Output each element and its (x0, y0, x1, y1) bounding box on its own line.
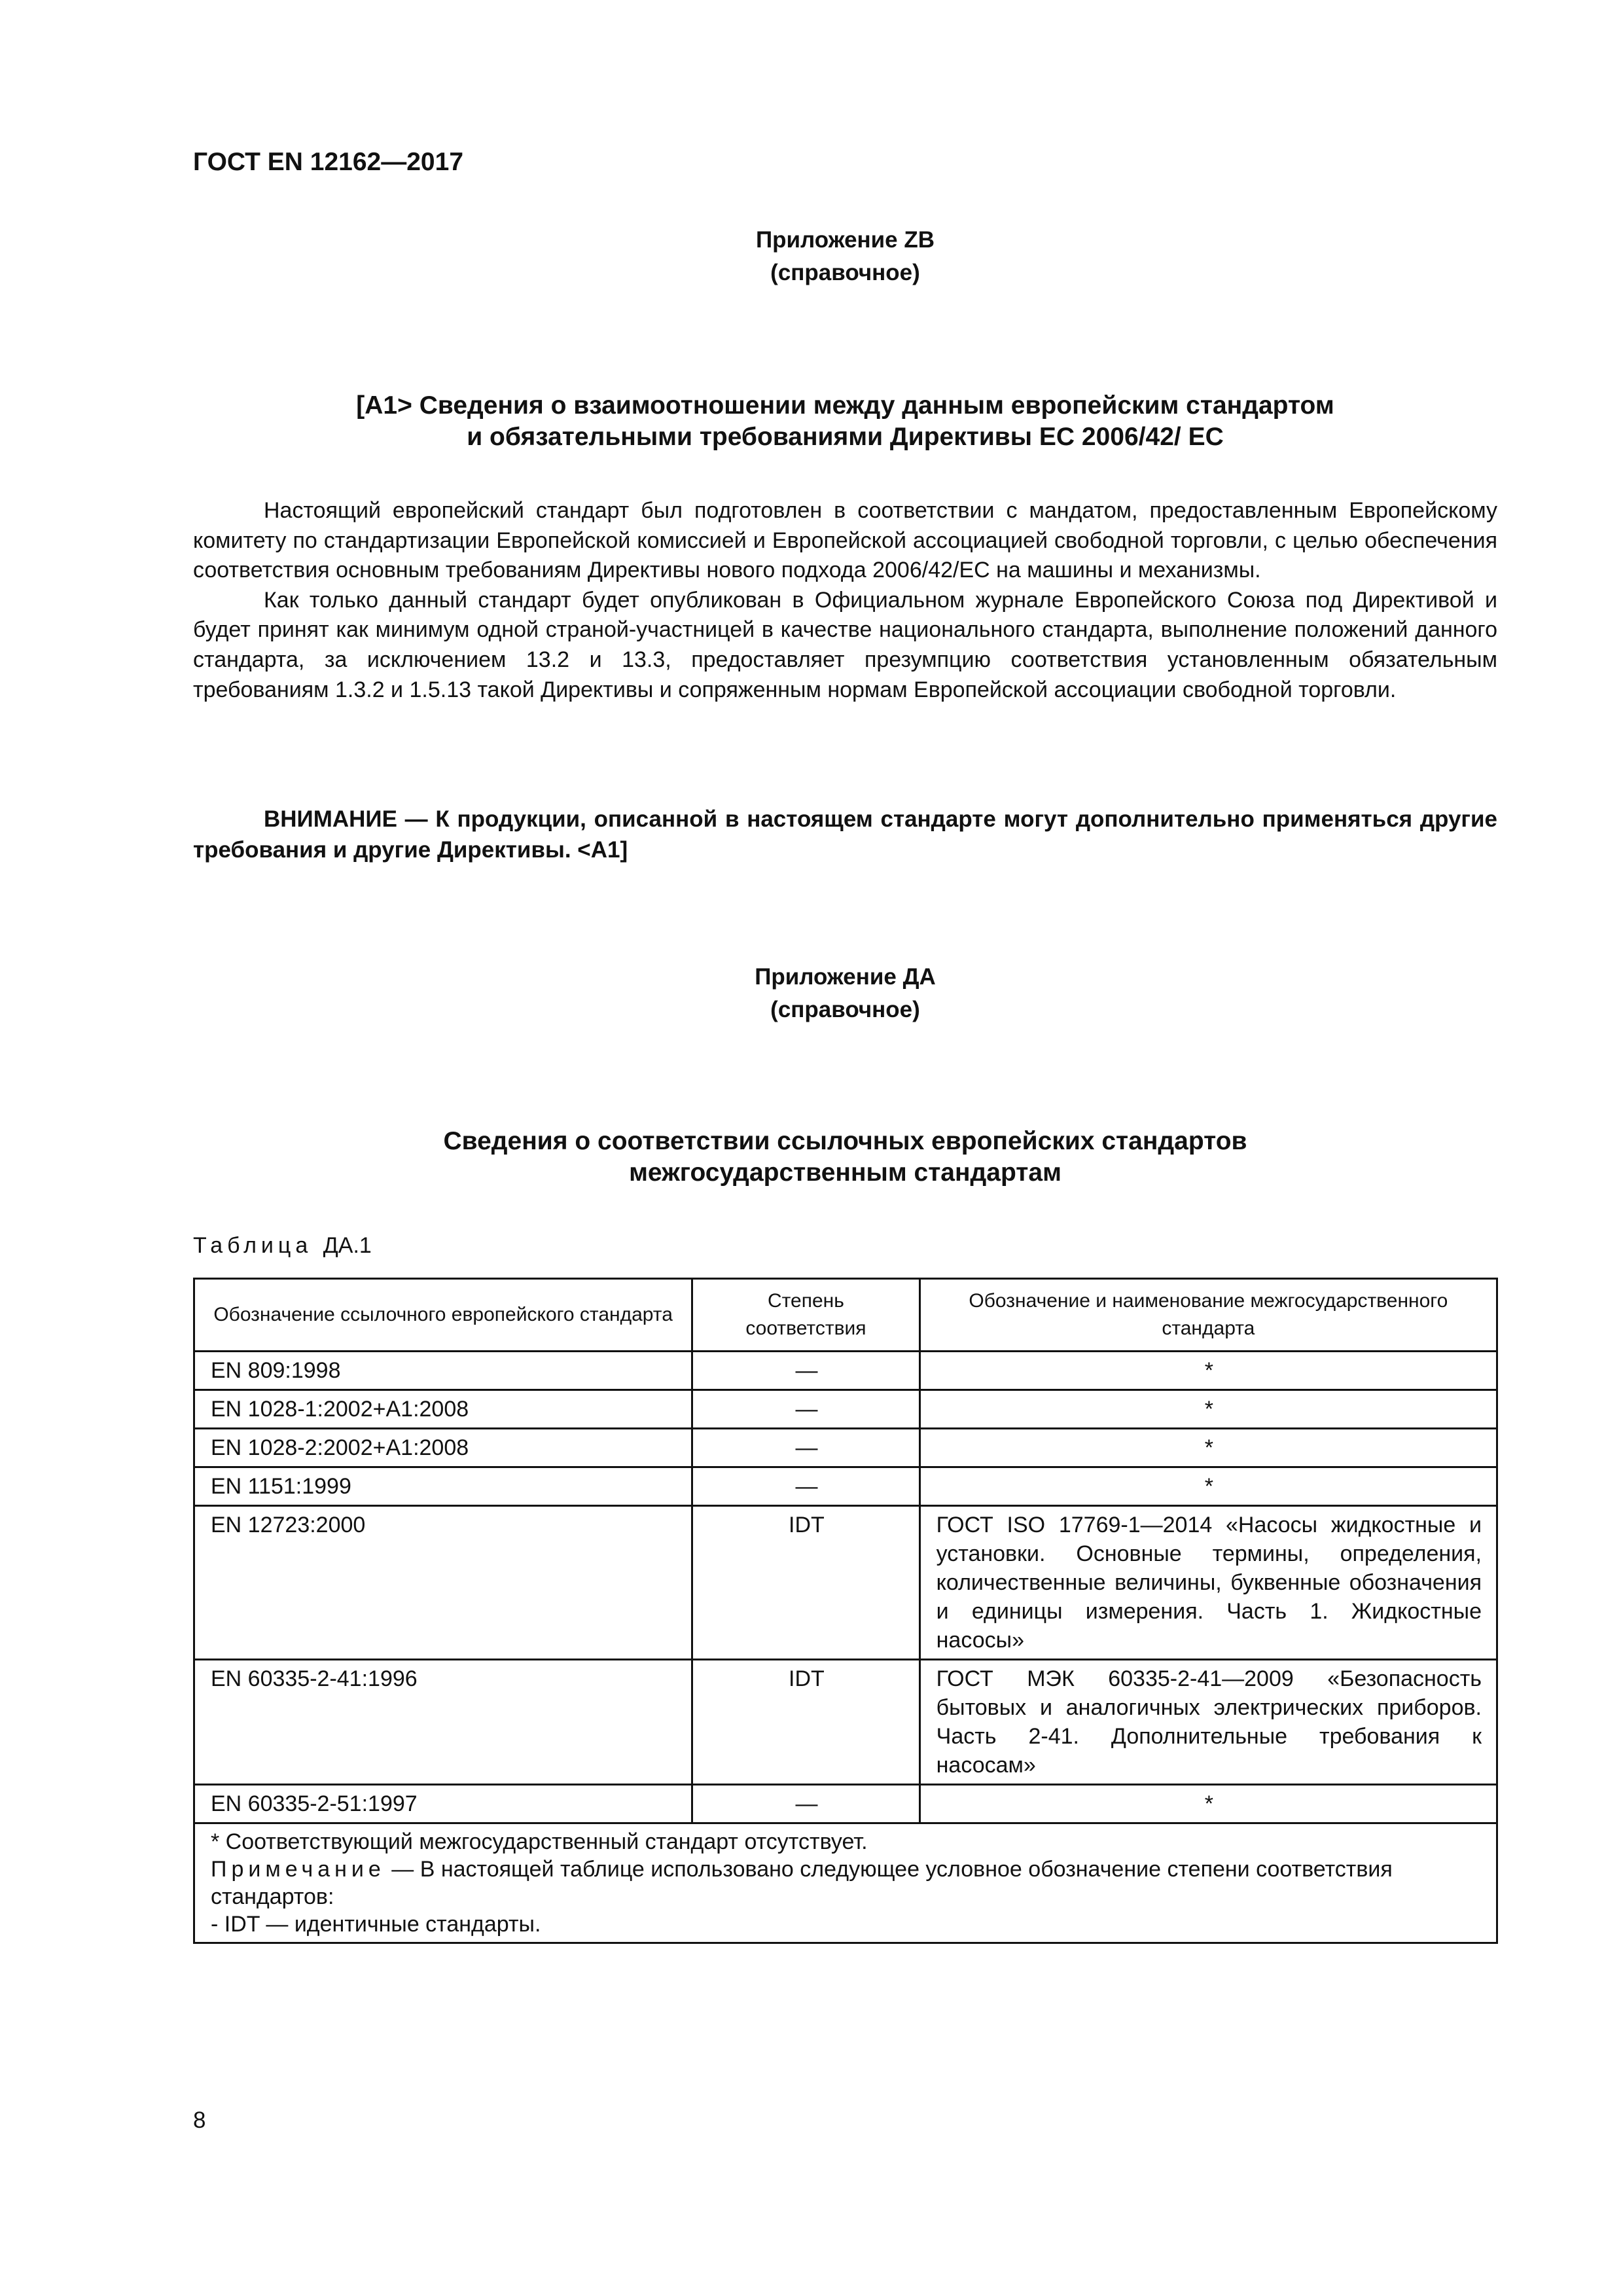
table-header-row (194, 1279, 1497, 1352)
cell-ref: EN 1151:1999 (194, 1467, 692, 1506)
cell-national: ГОСТ ISO 17769-1—2014 «Насосы жидкостные и установки. Основные термины, определения, количественные величины, буквенные обозначения и единицы измерения. Часть 1. Жидкостные насосы» (919, 1506, 1497, 1660)
note-text: — В настоящей таблице использовано следующее условное обозначение степени соответствия стандартов: (211, 1857, 1393, 1909)
annex-da-title: Приложение ДА (755, 964, 936, 990)
annex-zb-title: Приложение ZB (755, 227, 935, 253)
cell-degree: IDT (692, 1660, 919, 1785)
table-row (194, 1660, 1497, 1785)
cell-national: * (919, 1352, 1497, 1390)
table-footnotes (194, 1823, 1497, 1943)
annex-zb-subtitle: (справочное) (770, 260, 920, 285)
cell-ref: EN 809:1998 (194, 1352, 692, 1390)
cell-national: * (919, 1785, 1497, 1823)
column-header-degree: Степень соответствия (692, 1279, 919, 1352)
cell-national: * (919, 1467, 1497, 1506)
cell-degree: — (692, 1352, 919, 1390)
column-header-national: Обозначение и наименование межгосударственного стандарта (919, 1279, 1497, 1352)
annex-zb-paragraph-1: Настоящий европейский стандарт был подготовлен в соответствии с мандатом, предоставленным Европейскому комитету по стандартизации Европейской комиссией и Европейской ассоциацией свободной торговли, с целью обеспечения соответствия основным требованиям Директивы нового подхода 2006/42/ЕС на машины и механизмы. (193, 498, 1497, 583)
cell-degree: — (692, 1467, 919, 1506)
cell-ref: EN 1028-1:2002+A1:2008 (194, 1390, 692, 1429)
annex-zb-body (193, 496, 1497, 705)
note-item: - IDT — идентичные стандарты. (211, 1912, 541, 1937)
cell-degree: — (692, 1429, 919, 1467)
cell-national: ГОСТ МЭК 60335-2-41—2009 «Безопасность бытовых и аналогичных электрических приборов. Часть 2-41. Дополнительные требования к насосам» (919, 1660, 1497, 1785)
cell-ref: EN 60335-2-41:1996 (194, 1660, 692, 1785)
annex-da-subtitle: (справочное) (770, 997, 920, 1022)
note-label: Примечание (211, 1857, 385, 1882)
table-caption-word: Таблица (193, 1233, 313, 1258)
table-caption (193, 1233, 372, 1259)
annex-zb-heading-line2: и обязательными требованиями Директивы ЕС 2006/42/ ЕС (467, 423, 1224, 451)
cell-ref: EN 60335-2-51:1997 (194, 1785, 692, 1823)
table-row (194, 1390, 1497, 1429)
column-header-ref: Обозначение ссылочного европейского стандарта (194, 1279, 692, 1352)
table-row (194, 1352, 1497, 1390)
table-footnote-row (194, 1823, 1497, 1943)
annex-zb-paragraph-2: Как только данный стандарт будет опубликован в Официальном журнале Европейского Союза под Директивой и будет принят как минимум одной страной-участницей в качестве национального стандарта, выполнение положений данного стандарта, за исключением 13.2 и 13.3, предоставляет презумпцию соответствия установленным обязательным требованиям 1.3.2 и 1.5.13 такой Директивы и сопряженным нормам Европейской ассоциации свободной торговли. (193, 587, 1497, 702)
cell-national: * (919, 1390, 1497, 1429)
cell-ref: EN 1028-2:2002+A1:2008 (194, 1429, 692, 1467)
table-row (194, 1785, 1497, 1823)
table-caption-number: ДА.1 (323, 1233, 372, 1258)
document-code: ГОСТ EN 12162—2017 (193, 148, 464, 176)
table-note (211, 1856, 1482, 1910)
annex-zb-heading-line1: [A1> Сведения о взаимоотношении между данным европейским стандартом (356, 391, 1334, 420)
cell-ref: EN 12723:2000 (194, 1506, 692, 1660)
page-number: 8 (193, 2108, 206, 2133)
annex-da-heading-line2: межгосударственным стандартам (629, 1158, 1061, 1187)
cell-national: * (919, 1429, 1497, 1467)
cell-degree: — (692, 1785, 919, 1823)
annex-zb-warning: ВНИМАНИЕ — К продукции, описанной в настоящем стандарте могут дополнительно применяться другие требования и другие Директивы. <A1] (193, 806, 1497, 863)
correspondence-table (193, 1278, 1498, 1944)
table-row (194, 1467, 1497, 1506)
footnote-star: * Соответствующий межгосударственный стандарт отсутствует. (211, 1829, 868, 1854)
table-row (194, 1506, 1497, 1660)
cell-degree: IDT (692, 1506, 919, 1660)
table-row (194, 1429, 1497, 1467)
annex-da-heading-line1: Сведения о соответствии ссылочных европейских стандартов (443, 1127, 1247, 1155)
cell-degree: — (692, 1390, 919, 1429)
